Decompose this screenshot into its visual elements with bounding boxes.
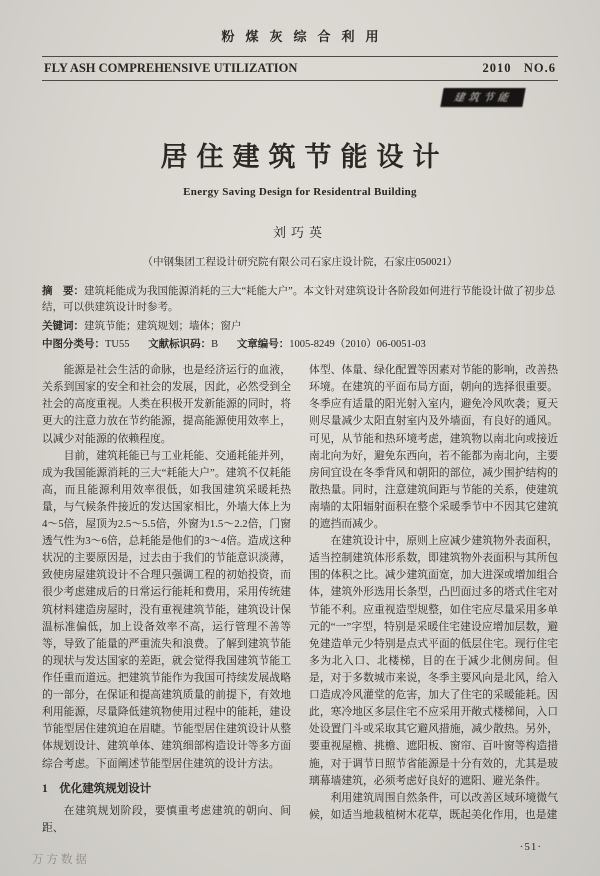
header-rule-bottom [42, 80, 558, 81]
article-id-label: 文章编号： [236, 338, 290, 350]
article-affiliation: （中钢集团工程设计研究院有限公司石家庄设计院，石家庄050021） [142, 257, 458, 268]
clc-pair [42, 339, 130, 350]
keywords-line [42, 319, 558, 335]
journal-masthead-row [42, 57, 558, 80]
wanfang-watermark: 万方数据 [32, 854, 90, 866]
body-columns [42, 362, 558, 856]
journal-header [42, 26, 558, 107]
journal-name-cn: 粉煤灰综合利用 [221, 29, 390, 44]
left-column [42, 362, 291, 856]
paragraph: 在建筑规划阶段，要慎重考虑建筑的朝向、间距、 [42, 804, 291, 835]
journal-name-en: FLY ASH COMPREHENSIVE UTILIZATION [44, 61, 298, 75]
section-badge: 建筑节能 [440, 88, 525, 107]
paragraph: 能源是社会生活的命脉，也是经济运行的血液，关系到国家的安全和社会的发展，因此，必然受到全社会的高度重视。人类在积极开发新能源的同时，将更大的注意力放在节约能源，提高能源使用效率上，以减少对能源的依赖程度。 [42, 364, 291, 445]
keywords-text: 建筑节能；建筑规划；墙体；窗户 [84, 320, 242, 332]
doc-code-pair [148, 339, 218, 350]
journal-issue: 2010 NO.6 [482, 61, 556, 75]
paragraph-continuation: 体型、体量、绿化配置等因素对节能的影响，改善热环境。在建筑的平面布局方面，朝向的选择很重要。冬季应有适量的阳光射入室内，避免冷风吹袭；夏天则尽量减少太阳直射室内及外墙面，有良好的通风。可见，从节能和热环境考虑，建筑物以南北向或接近南北向为好，避免东西向，若不能都为南北向，主要房间宜设在冬季背风和朝阳的部位，减少围护结构的散热量。同时，注意建筑间距与节能的关系，使建筑南墙的太阳辐射面积在整个采暖季节中不因其它建筑的遮挡而减少。 [309, 364, 558, 531]
clc-value: TU55 [105, 338, 130, 350]
article-title-block [42, 135, 558, 269]
article-title-en: Energy Saving Design for Residentral Building [183, 186, 417, 198]
abstract-line [42, 284, 558, 317]
section-badge-row [42, 88, 558, 107]
clc-label: 中图分类号： [42, 338, 105, 350]
paragraph: 在建筑设计中，原则上应减少建筑物外表面积，适当控制建筑体形系数，即建筑物外表面积与其所包围的体积之比。减少建筑面宽，加大进深或增加组合体，建筑外形选用长条型，凸凹面过多的塔式住宅对节能不利。应重视造型规整，如住宅应尽量采用多单元的“一”字型，特别是采暖住宅建设应增加层数，避免建造单元少特别是点式平面的低层住宅。现行住宅多为北入口、北楼梯，目的在于减少北侧房间。但是，对于多数城市来说，冬季主要风向是北风，给入口造成冷风灌堂的危害，加大了住宅的采暖能耗。因此，寒冷地区多层住宅不应采用开敞式楼梯间，入口处设置门斗或采取其它避风措施，减少散热。另外，要重视屋檐、挑檐、遮阳板、窗帘、百叶窗等构造措施，对于调节日照节省能源是十分有效的，尤其是玻璃幕墙建筑，必须考虑好良好的遮阳、避光条件。 [309, 535, 558, 787]
article-author: 刘巧英 [272, 225, 327, 240]
colophon-line [42, 337, 558, 353]
abstract-text: 建筑耗能成为我国能源消耗的三大“耗能大户”。本文针对建筑设计各阶段如何进行节能设计做了初步总结，可以供建筑设计时参考。 [42, 286, 556, 314]
paragraph: 利用建筑周围自然条件，可以改善区域环境微气候，如适当地栽植树木花草，既起美化作用，也是建 [309, 791, 558, 821]
paragraph: 目前，建筑耗能已与工业耗能、交通耗能并列，成为我国能源消耗的三大“耗能大户”。建筑不仅耗能高，而且能源利用效率很低，如我国建筑采暖耗热量，与气候条件接近的发达国家相比，外墙大体上为4～5倍，屋顶为2.5～5.5倍，外窗为1.5～2.2倍，门窗透气性为3～6倍，总耗能是他们的3～4倍。造成这种状况的主要原因是，过去由于我们的节能意识淡薄，致使房屋建筑设计不合理只强调工程的初始投资，而很少考虑建成后的日常运行能耗和费用，采用传统建筑材料建造房屋时，没有重视建筑节能，建筑设计保温标准偏低，加上设备效率不高，运行管理不善等等，导致了能量的严重流失和浪费。了解到建筑节能的现状与发达国家的差距，就会觉得我国建筑节能工作任重而道远。把建筑节能作为我国可持续发展战略的一部分，在保证和提高建筑质量的前提下，有效地利用能源，尽量降低建筑物使用过程中的能耗，建设节能型居住建筑迫在眉睫。节能型居住建筑设计从整体规划设计、建筑单体、建筑细部构造设计等多方面综合考虑。下面阐述节能型居住建筑的设计方法。 [42, 449, 291, 770]
page-number: ·51· [519, 840, 542, 853]
keywords-label: 关键词： [42, 320, 84, 332]
article-id-value: 1005-8249（2010）06-0051-03 [289, 338, 426, 350]
doc-code-label: 文献标识码： [148, 338, 212, 350]
section-1-heading: 1 优化建筑规划设计 [42, 782, 152, 795]
right-column [309, 362, 558, 856]
abstract-label: 摘 要： [42, 286, 84, 297]
article-title: 居住建筑节能设计 [160, 142, 449, 172]
article-id-pair [237, 339, 426, 350]
article-meta [42, 284, 558, 353]
doc-code-value: B [211, 338, 219, 350]
